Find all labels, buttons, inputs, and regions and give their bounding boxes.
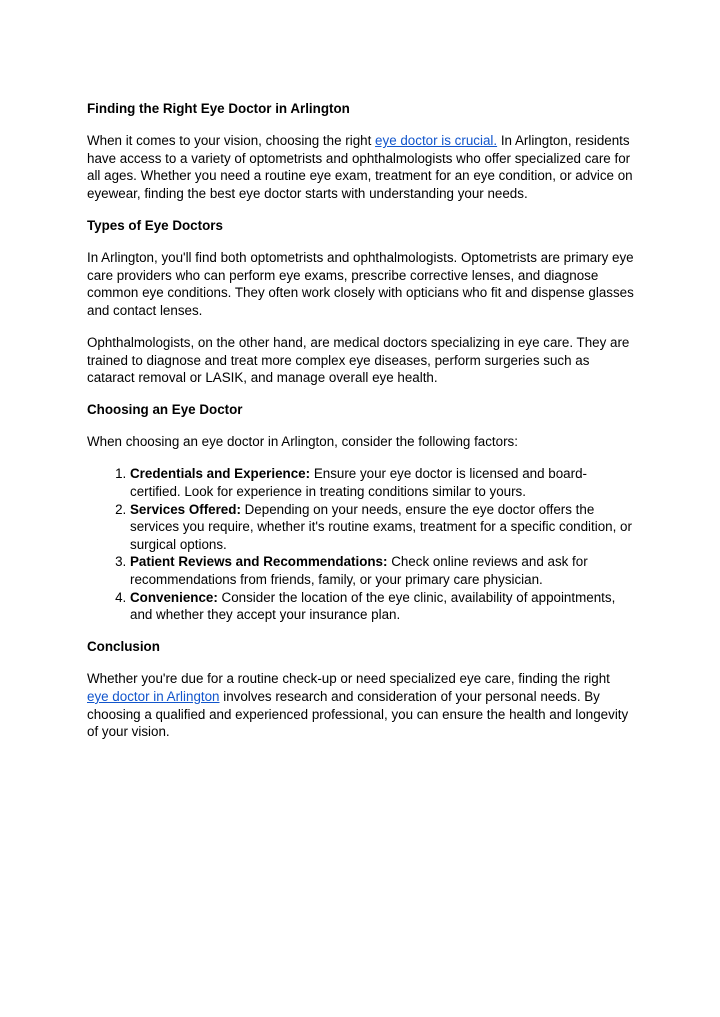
factor-label: Credentials and Experience: xyxy=(130,466,311,482)
factors-list xyxy=(87,465,635,623)
intro-text-before: When it comes to your vision, choosing the right xyxy=(87,133,376,149)
factor-label: Services Offered: xyxy=(130,501,241,517)
factor-text: Consider the location of the eye clinic, availability of appointments, and whether they accept your insurance plan. xyxy=(130,589,616,623)
factor-label: Patient Reviews and Recommendations: xyxy=(130,554,388,570)
conclusion-text-after: involves research and consideration of your personal needs. By choosing a qualified and experienced professional, you can ensure the health and longevity of your vision. xyxy=(87,688,629,740)
conclusion-paragraph xyxy=(87,670,635,740)
eye-doctor-arlington-link[interactable]: eye doctor in Arlington xyxy=(87,688,220,704)
document-page xyxy=(87,100,635,755)
list-item xyxy=(130,553,635,588)
factor-label: Convenience: xyxy=(130,589,218,605)
factor-text: Depending on your needs, ensure the eye doctor offers the services you require, whether it's routine exams, treatment for a specific condition, or surgical options. xyxy=(130,501,632,552)
ophthalmologists-paragraph: Ophthalmologists, on the other hand, are medical doctors specializing in eye care. They are trained to diagnose and treat more complex eye diseases, perform surgeries such as cataract removal or LASIK, and manage overall eye health. xyxy=(87,334,630,386)
eye-doctor-crucial-link[interactable]: eye doctor is crucial. xyxy=(375,133,498,149)
list-item xyxy=(130,501,635,554)
document-title: Finding the Right Eye Doctor in Arlington xyxy=(87,101,350,116)
choosing-heading: Choosing an Eye Doctor xyxy=(87,402,243,418)
types-heading: Types of Eye Doctors xyxy=(87,217,223,233)
list-item xyxy=(130,465,635,500)
factor-text: Ensure your eye doctor is licensed and board-certified. Look for experience in treating conditions similar to yours. xyxy=(130,466,587,499)
choosing-intro: When choosing an eye doctor in Arlington, consider the following factors: xyxy=(87,434,518,450)
intro-text-after: In Arlington, residents have access to a variety of optometrists and ophthalmologists who offer specialized care for all ages. Whether you need a routine eye exam, treatment for an eye condition, or advice on eyewear, finding the best eye doctor starts with understanding your needs. xyxy=(87,133,633,201)
factor-text: Check online reviews and ask for recommendations from friends, family, or your primary care physician. xyxy=(130,554,588,587)
conclusion-text-before: Whether you're due for a routine check-up or need specialized eye care, finding the right xyxy=(87,671,610,687)
intro-paragraph xyxy=(87,132,635,202)
conclusion-heading: Conclusion xyxy=(87,639,160,655)
list-item xyxy=(130,589,635,624)
optometrists-paragraph: In Arlington, you'll find both optometrists and ophthalmologists. Optometrists are primary eye care providers who can perform eye exams, prescribe corrective lenses, and diagnose common eye conditions. They often work closely with opticians who fit and dispense glasses and contact lenses. xyxy=(87,250,634,318)
